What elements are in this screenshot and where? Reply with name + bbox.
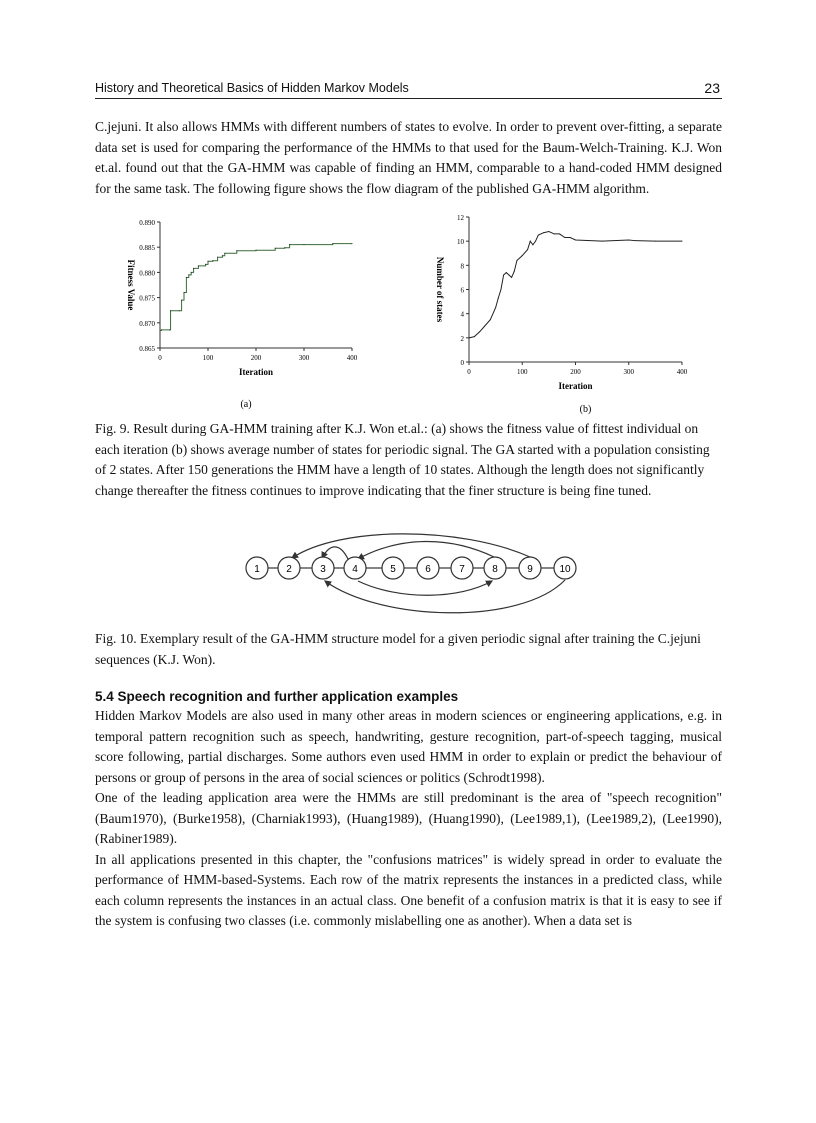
x-tick-label: 400: [346, 354, 358, 362]
data-point: [602, 241, 603, 242]
data-point: [256, 250, 257, 251]
data-point: [186, 277, 187, 278]
data-point: [535, 241, 536, 242]
y-tick-label: 0.890: [139, 219, 155, 227]
data-point: [530, 241, 531, 242]
data-point: [188, 274, 189, 275]
state-node-label: 4: [352, 564, 358, 575]
data-point: [474, 336, 475, 337]
data-point: [304, 244, 305, 245]
data-point: [469, 337, 470, 338]
y-tick-label: 0.870: [139, 319, 155, 328]
data-point: [479, 331, 480, 332]
data-point: [503, 275, 504, 276]
x-tick-label: 400: [676, 368, 688, 376]
data-point: [628, 239, 629, 240]
data-point: [511, 277, 512, 278]
data-point: [527, 249, 528, 250]
data-point: [205, 264, 206, 265]
data-point: [548, 231, 549, 232]
data-point: [217, 257, 218, 258]
data-point: [208, 261, 209, 262]
y-tick-label: 0.865: [139, 345, 155, 353]
chart-b-states: [420, 207, 720, 417]
data-point: [516, 260, 517, 261]
x-tick-label: 100: [517, 368, 528, 376]
intro-paragraph: C.jejuni. It also allows HMMs with different numbers of states to evolve. In order to prevent over-fitting, a separate data set is used for comparing the performance of the HMMs to that used for the Baum-Welch-Training. K.J. Won et.al. found out that the GA-HMM was capable of finding an HMM, comparable to a hand-coded HMM designed for the same task. The following figure shows the flow diagram of the published GA-HMM algorithm.: [95, 119, 722, 196]
header-title: History and Theoretical Basics of Hidden Markov Models: [95, 81, 409, 95]
x-tick-label: 300: [623, 368, 634, 376]
running-header: [95, 80, 722, 99]
x-tick-label: 300: [298, 354, 310, 362]
y-axis-title: Number of states: [435, 256, 445, 323]
data-point: [570, 237, 571, 238]
data-point: [289, 244, 290, 245]
state-node-label: 1: [254, 564, 260, 575]
figure-10: [95, 531, 722, 621]
y-axis-title: Fitness Value: [126, 259, 136, 311]
state-node-label: 9: [527, 564, 533, 575]
state-node-label: 10: [559, 564, 571, 575]
data-point: [514, 271, 515, 272]
state-node-label: 8: [492, 564, 498, 575]
data-point: [682, 241, 683, 242]
data-point: [275, 248, 276, 249]
x-tick-label: 0: [158, 354, 162, 362]
page-number: 23: [704, 80, 720, 96]
section-heading: 5.4 Speech recognition and further application examples: [95, 689, 459, 704]
paragraph: One of the leading application area were the HMMs are still predominant is the area of "speech recognition" (Baum1970), (Burke1958), (Charniak1993), (Huang1989), (Huang1990), (Lee1989,1), (Lee1989,2), (Lee1990), (Rabiner1989).: [95, 790, 722, 846]
data-point: [554, 233, 555, 234]
panel-label: (b): [579, 404, 592, 415]
state-node-label: 6: [425, 564, 431, 575]
data-point: [352, 243, 353, 244]
data-point: [500, 289, 501, 290]
data-point: [191, 272, 192, 273]
data-point: [181, 300, 182, 301]
data-point: [498, 297, 499, 298]
state-node-label: 7: [459, 564, 465, 575]
x-tick-label: 200: [250, 354, 262, 362]
data-point: [224, 253, 225, 254]
data-point: [161, 329, 162, 330]
data-point: [532, 244, 533, 245]
chart-a-fitness: [95, 207, 405, 417]
data-point: [564, 237, 565, 238]
hmm-structure-diagram: [230, 531, 590, 621]
data-point: [506, 272, 507, 273]
data-point: [284, 247, 285, 248]
y-tick-label: 2: [460, 334, 464, 343]
data-point: [634, 240, 635, 241]
data-point: [160, 330, 161, 331]
y-tick-label: 0.880: [139, 269, 155, 278]
data-point: [559, 233, 560, 234]
data-point: [179, 310, 180, 311]
x-axis-title: Iteration: [239, 367, 273, 377]
y-tick-label: 10: [457, 238, 464, 247]
fig9-caption: Fig. 9. Result during GA-HMM training after K.J. Won et.al.: (a) shows the fitness value of fittest individual on each iteration (b) shows average number of states for periodic signal. The GA started with a population consisting of 2 states. After 150 generations the HMM have a length of 10 states. Although the length does not significantly change thereafter the fitness continues to improve indicating that the finer structure is being fine tuned.: [95, 421, 710, 498]
figure-9: [95, 207, 722, 419]
data-point: [522, 255, 523, 256]
data-point: [198, 265, 199, 266]
edge-8-4: [358, 541, 494, 559]
y-tick-label: 12: [457, 214, 464, 222]
fig10-caption: Fig. 10. Exemplary result of the GA-HMM structure model for a given periodic signal after training the C.jejuni sequences (K.J. Won).: [95, 631, 701, 667]
data-point: [575, 239, 576, 240]
state-node-label: 5: [390, 564, 396, 575]
y-tick-label: 8: [460, 262, 464, 271]
data-series-line: [160, 244, 352, 331]
data-point: [484, 325, 485, 326]
state-node-label: 2: [286, 564, 292, 575]
y-tick-label: 0.875: [139, 294, 155, 303]
data-point: [212, 260, 213, 261]
y-tick-label: 4: [460, 310, 464, 319]
text-column: [95, 80, 722, 932]
edge-10-3: [325, 580, 565, 613]
x-tick-label: 0: [467, 368, 471, 376]
x-tick-label: 200: [570, 368, 581, 376]
data-point: [490, 319, 491, 320]
data-point: [543, 232, 544, 233]
y-tick-label: 0: [460, 359, 464, 367]
data-point: [193, 268, 194, 269]
data-point: [655, 241, 656, 242]
paragraph: Hidden Markov Models are also used in many other areas in modern sciences or engineering applications, e.g. in temporal pattern recognition such as speech, handwriting, gesture recognition, part-of-speech tagging, musical score following, partial discharges. Some authors even used HMM in order to explain or predict the behaviour of persons or group of persons in the area of social sciences or politics (Schrodt1998).: [95, 708, 722, 785]
x-tick-label: 100: [202, 354, 214, 362]
data-point: [169, 329, 170, 330]
data-point: [495, 307, 496, 308]
y-tick-label: 6: [460, 286, 464, 295]
x-axis-title: Iteration: [558, 381, 593, 391]
panel-label: (a): [240, 399, 252, 410]
edge-4-8: [358, 581, 492, 595]
data-point: [222, 255, 223, 256]
state-node-label: 3: [320, 564, 326, 575]
data-point: [508, 275, 509, 276]
data-point: [184, 292, 185, 293]
data-series-line: [469, 232, 682, 338]
data-point: [170, 310, 171, 311]
data-point: [236, 250, 237, 251]
y-tick-label: 0.885: [139, 244, 155, 253]
edge-9-2: [292, 534, 530, 558]
data-point: [538, 235, 539, 236]
data-point: [332, 243, 333, 244]
paragraph: In all applications presented in this chapter, the "confusions matrices" is widely spread in order to evaluate the performance of HMM-based-Systems. Each row of the matrix represents the instances in a predicted class, while each column represents the instances in an actual class. One benefit of a confusion matrix is that it is easy to see if the system is confusing two classes (i.e. commonly mislabelling one as another). When a data set is: [95, 851, 722, 928]
